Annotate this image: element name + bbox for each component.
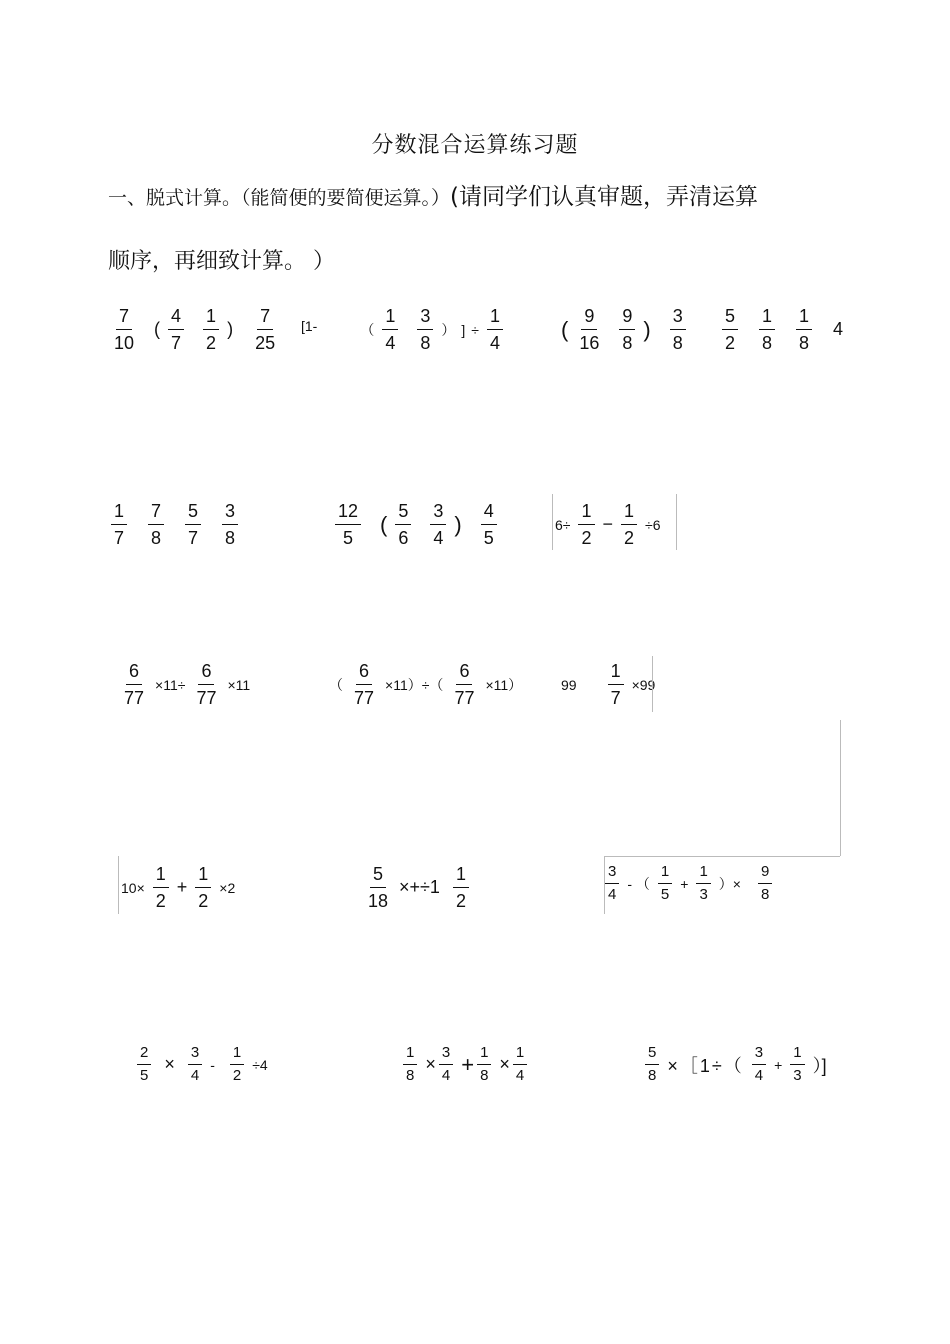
numerator: 3: [188, 1044, 202, 1065]
denominator: 5: [483, 528, 494, 548]
numerator: 7: [257, 305, 273, 330]
numerator: 6: [456, 660, 472, 685]
paren: (: [154, 319, 161, 339]
numerator: 3: [430, 500, 446, 525]
denominator: 5: [660, 886, 670, 903]
problem-5-2: [398, 1044, 532, 1085]
paren: （: [360, 321, 375, 338]
denominator: 8: [151, 528, 162, 548]
problem-2-3: [552, 500, 664, 549]
expression-text: ÷6: [645, 516, 661, 533]
fraction: [481, 500, 497, 549]
denominator: 2: [725, 333, 736, 353]
fraction: [351, 660, 377, 709]
numerator: 3: [752, 1044, 766, 1065]
problem-4-2: [360, 863, 474, 912]
instruction-text-b: (请同学们认真审题，弄清运算: [450, 184, 758, 210]
fraction: [252, 305, 278, 354]
problem-5-1: [132, 1044, 271, 1085]
fraction: [365, 863, 391, 912]
expression-text: - （: [627, 875, 650, 892]
fraction: [670, 305, 686, 354]
problem-3-1: [116, 660, 253, 709]
fraction: [722, 305, 738, 354]
number: 99: [561, 676, 577, 693]
expression-text: ×11÷: [155, 676, 186, 693]
fraction: [111, 305, 137, 354]
fraction: [403, 1044, 417, 1085]
numerator: 1: [513, 1044, 527, 1065]
numerator: 5: [370, 863, 386, 888]
numerator: 1: [403, 1044, 417, 1065]
fraction: [477, 1044, 491, 1085]
expression-text: ）]: [812, 1055, 827, 1076]
paren: ）: [441, 321, 456, 338]
minus-sign: −: [602, 514, 614, 534]
numerator: 1: [195, 863, 211, 888]
expression-text: ×11）: [485, 676, 523, 693]
fraction: [153, 863, 169, 912]
fraction: [487, 305, 503, 354]
fraction: [222, 500, 238, 549]
numerator: 1: [477, 1044, 491, 1065]
plus-sign: +: [774, 1056, 783, 1073]
fraction: [185, 500, 201, 549]
expression-text: ×99: [631, 676, 656, 693]
fraction: [395, 500, 411, 549]
denominator: 2: [198, 891, 209, 911]
page-title: 分数混合运算练习题: [371, 133, 579, 158]
problem-2-2: [330, 500, 502, 549]
scan-line: [652, 656, 653, 712]
denominator: 8: [799, 333, 810, 353]
numerator: 2: [137, 1044, 151, 1065]
fraction: [193, 660, 219, 709]
paren: ): [227, 319, 234, 339]
plus-sign: +: [680, 875, 689, 892]
numerator: 3: [605, 863, 619, 884]
fraction: [230, 1044, 244, 1085]
problem-1-4: [717, 305, 846, 354]
fraction: [121, 660, 147, 709]
bracket: ]: [461, 321, 466, 338]
fraction: [111, 500, 127, 549]
numerator: 1: [487, 305, 503, 330]
numerator: 3: [222, 500, 238, 525]
fraction: [137, 1044, 151, 1085]
expression-text: ×2: [219, 879, 236, 896]
numerator: 1: [382, 305, 398, 330]
denominator: 7: [610, 688, 621, 708]
denominator: 3: [699, 886, 708, 903]
denominator: 4: [515, 1067, 525, 1084]
fraction: [168, 305, 184, 354]
expression-text: ×11: [227, 676, 251, 693]
denominator: 8: [225, 528, 236, 548]
numerator: 3: [417, 305, 433, 330]
problem-1-2: [298, 305, 508, 354]
paren: ): [643, 316, 651, 342]
numerator: 9: [758, 863, 772, 884]
numerator: 4: [168, 305, 184, 330]
fraction: [658, 863, 672, 904]
denominator: 16: [579, 333, 600, 353]
denominator: 4: [190, 1067, 200, 1084]
fraction: [453, 863, 469, 912]
denominator: 77: [196, 688, 217, 708]
problem-5-3: [640, 1044, 830, 1085]
fraction: [790, 1044, 804, 1085]
minus-sign: -: [210, 1056, 215, 1073]
numerator: 7: [116, 305, 132, 330]
fraction: [576, 305, 602, 354]
fraction: [195, 863, 211, 912]
fraction: [759, 305, 775, 354]
denominator: 8: [760, 886, 770, 903]
numerator: 5: [395, 500, 411, 525]
denominator: 7: [114, 528, 125, 548]
numerator: 1: [111, 500, 127, 525]
expression-text: 6÷: [555, 516, 571, 533]
fraction: [758, 863, 772, 904]
fraction: [608, 660, 624, 709]
denominator: 8: [480, 1067, 489, 1084]
expression-text: 10×: [121, 879, 145, 896]
numerator: 1: [608, 660, 624, 685]
denominator: 4: [754, 1067, 764, 1084]
problem-4-1: [118, 863, 238, 912]
number: 4: [833, 319, 844, 339]
numerator: 1: [578, 500, 594, 525]
problem-3-3: [558, 660, 658, 709]
denominator: 2: [624, 528, 635, 548]
fraction: [696, 863, 710, 904]
fraction: [621, 500, 637, 549]
problem-3-2: [326, 660, 525, 709]
denominator: 4: [489, 333, 500, 353]
numerator: 1: [759, 305, 775, 330]
problem-2-1: [106, 500, 243, 549]
fraction: [335, 500, 361, 549]
expression-text: ×［1÷（: [667, 1055, 744, 1076]
denominator: 7: [171, 333, 182, 353]
multiply-sign: ×: [425, 1054, 436, 1074]
denominator: 2: [581, 528, 592, 548]
numerator: 4: [481, 500, 497, 525]
numerator: 6: [126, 660, 142, 685]
fraction: [430, 500, 446, 549]
denominator: 77: [454, 688, 475, 708]
multiply-sign: ×: [164, 1054, 175, 1074]
fraction: [645, 1044, 659, 1085]
denominator: 5: [140, 1067, 149, 1084]
numerator: 5: [722, 305, 738, 330]
denominator: 4: [441, 1067, 451, 1084]
paren: ): [454, 511, 462, 537]
denominator: 2: [155, 891, 166, 911]
paren: （: [329, 676, 343, 693]
fraction: [513, 1044, 527, 1085]
denominator: 25: [255, 333, 276, 353]
denominator: 7: [188, 528, 199, 548]
denominator: 8: [420, 333, 431, 353]
fraction: [578, 500, 594, 549]
denominator: 8: [648, 1067, 657, 1084]
numerator: 3: [439, 1044, 453, 1065]
problem-1-3: [558, 305, 691, 354]
divide-sign: ÷: [471, 321, 479, 338]
scan-line: [676, 494, 677, 550]
fraction: [188, 1044, 202, 1085]
numerator: 5: [645, 1044, 659, 1065]
denominator: 4: [608, 886, 617, 903]
paren: (: [380, 511, 388, 537]
fraction: [451, 660, 477, 709]
instruction-text-a: 一、脱式计算。（能简便的要简便运算。）: [108, 187, 451, 209]
denominator: 2: [232, 1067, 242, 1084]
fraction: [796, 305, 812, 354]
fraction: [619, 305, 635, 354]
problem-4-3: [600, 863, 777, 904]
denominator: 8: [762, 333, 773, 353]
fraction: [417, 305, 433, 354]
problem-1-1: [106, 305, 283, 354]
denominator: 8: [406, 1067, 415, 1084]
numerator: 1: [796, 305, 812, 330]
numerator: 1: [621, 500, 637, 525]
denominator: 5: [343, 528, 354, 548]
plus-sign: +: [461, 1051, 475, 1077]
denominator: 8: [622, 333, 633, 353]
expression-text: ÷4: [252, 1056, 268, 1073]
fraction: [148, 500, 164, 549]
fraction: [752, 1044, 766, 1085]
numerator: 1: [230, 1044, 244, 1065]
scan-line: [840, 720, 841, 856]
denominator: 4: [433, 528, 444, 548]
instruction-line-1: [108, 178, 758, 211]
numerator: 12: [335, 500, 361, 525]
denominator: 6: [398, 528, 409, 548]
denominator: 10: [114, 333, 135, 353]
numerator: 1: [453, 863, 469, 888]
denominator: 18: [368, 891, 389, 911]
paren: (: [561, 316, 569, 342]
expression-text: ×+÷1: [399, 877, 440, 897]
scan-line: [604, 856, 840, 857]
fraction: [203, 305, 219, 354]
numerator: 9: [619, 305, 635, 330]
denominator: 2: [206, 333, 217, 353]
plus-sign: +: [176, 877, 188, 897]
instruction-line-2: 顺序，再细致计算。 ）: [108, 249, 335, 274]
denominator: 77: [124, 688, 145, 708]
denominator: 3: [793, 1067, 802, 1084]
numerator: 3: [670, 305, 686, 330]
denominator: 4: [385, 333, 396, 353]
numerator: 5: [185, 500, 201, 525]
fraction: [439, 1044, 453, 1085]
denominator: 2: [455, 891, 466, 911]
numerator: 6: [356, 660, 372, 685]
numerator: 1: [203, 305, 219, 330]
denominator: 8: [672, 333, 683, 353]
fraction: [605, 863, 619, 904]
numerator: 1: [790, 1044, 804, 1065]
bracket: [1-: [301, 317, 318, 334]
expression-text: ）×: [718, 875, 741, 892]
multiply-sign: ×: [499, 1054, 510, 1074]
numerator: 6: [198, 660, 214, 685]
numerator: 1: [153, 863, 169, 888]
fraction: [382, 305, 398, 354]
numerator: 1: [696, 863, 710, 884]
numerator: 7: [148, 500, 164, 525]
numerator: 9: [581, 305, 597, 330]
numerator: 1: [658, 863, 672, 884]
expression-text: ×11）÷（: [385, 676, 444, 693]
denominator: 77: [354, 688, 375, 708]
